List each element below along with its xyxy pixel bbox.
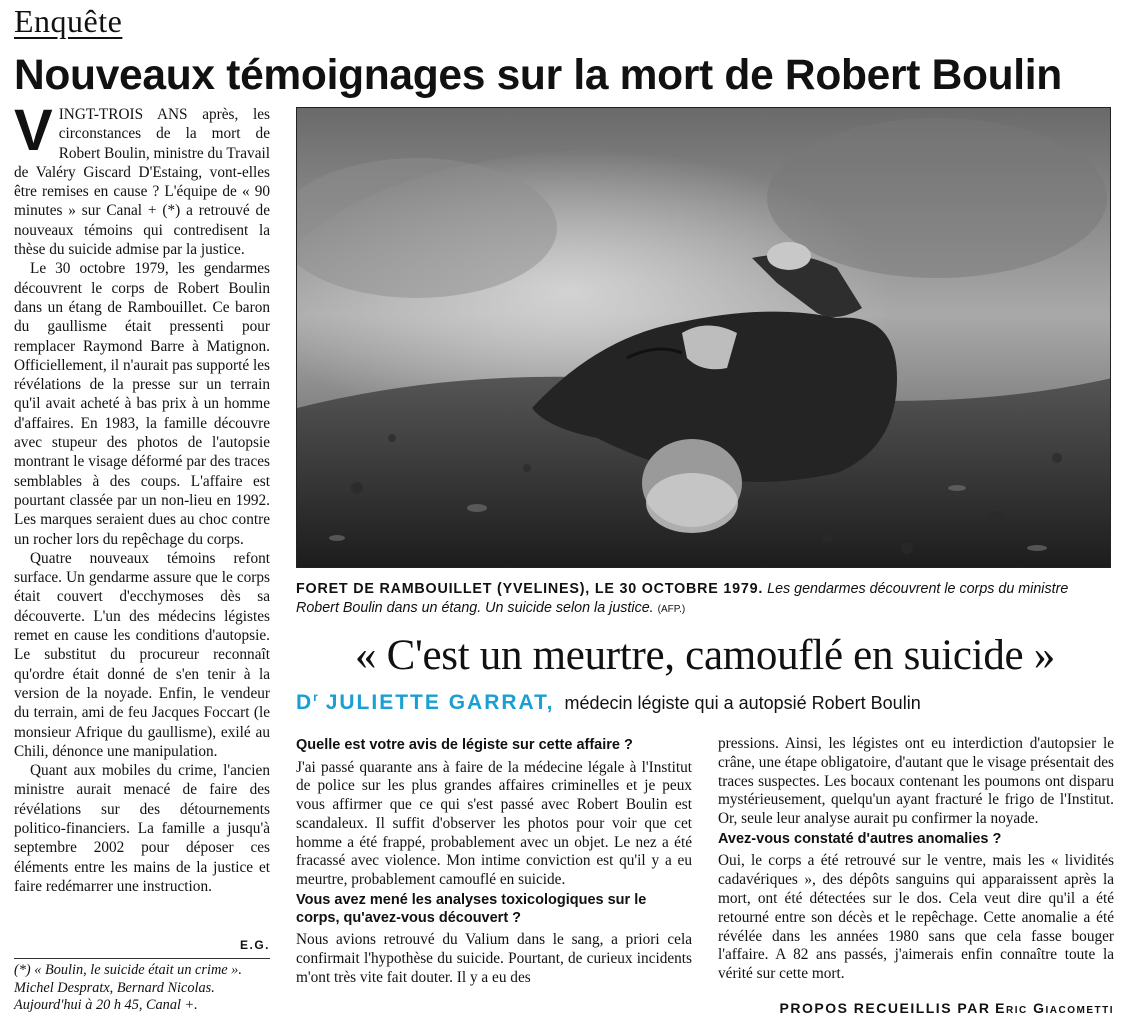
interview-answer-continued: pressions. Ainsi, les légistes ont eu interdiction d'autopsier le crâne, une étape obligatoire, d'autant que le visage présentait des traces suspectes. Les bocaux contenant les poumons ont disparu mystérieusement, quelqu'un ayant fracturé le frigo de l'Institut. Or, seule leur analyse aurait pu confirmer la noyade. bbox=[718, 735, 1114, 828]
interview-column-2 bbox=[718, 735, 1114, 986]
caption-place: FORET DE RAMBOUILLET (YVELINES), LE 30 OCTOBRE 1979. bbox=[296, 581, 764, 597]
interview-credit bbox=[718, 1000, 1114, 1016]
interview-question: Quelle est votre avis de légiste sur cette affaire ? bbox=[296, 737, 633, 753]
interviewee-title: D bbox=[296, 691, 314, 714]
intro-paragraph-3: Quatre nouveaux témoins refont surface. Un gendarme assure que le corps était couvert d'ecchymoses dès sa découverte. L'un des médecins légistes remet en cause les conditions d'autopsie. Le substitut du procureur reconnaît qu'ordre était donné de s'en tenir à la version de la noyade. Enfin, le vendeur du terrain, ami de feu Jacques Foccart (le monsieur Afrique du gaullisme), exilé au Chili, dénonce une manipulation. bbox=[14, 549, 270, 760]
credit-author: Eric Giacometti bbox=[995, 1000, 1114, 1016]
pull-quote: « C'est un meurtre, camouflé en suicide » bbox=[355, 632, 1055, 679]
interview-question: Vous avez mené les analyses toxicologiques sur le corps, qu'avez-vous découvert ? bbox=[296, 892, 647, 926]
caption-text: Les gendarmes découvrent le corps du ministre Robert Boulin dans un étang. Un suicide selon la justice. bbox=[296, 581, 1069, 616]
interview-answer: Oui, le corps a été retrouvé sur le ventre, mais les « lividités cadavériques », des dépôts sanguins qui apparaissent après la mort, ont été détectées sur le dos. Cela veut dire qu'il a été retourné entre son décès et le repêchage. Cette anomalie a été révélée dans les années 1980 sans que cela fasse bouger l'affaire. A 82 ans passés, j'aimerais enfin connaître toute la vérité sur cette mort. bbox=[718, 852, 1114, 983]
interviewee-name bbox=[296, 691, 554, 714]
interview-column-1 bbox=[296, 735, 692, 989]
article-signature: E.G. bbox=[239, 938, 270, 952]
interviewee-byline bbox=[296, 690, 1114, 715]
photo-illustration bbox=[297, 108, 1111, 568]
footnote-divider bbox=[14, 958, 270, 959]
intro-paragraph-4: Quant aux mobiles du crime, l'ancien ministre aurait menacé de faire des révélations sur des détournements politico-financiers. La famille a jusqu'à septembre 2002 pour déposer ces éléments entre les mains de la justice et faire redémarrer une instruction. bbox=[14, 762, 270, 895]
credit-prefix: PROPOS RECUEILLIS PAR bbox=[779, 1000, 991, 1016]
headline: Nouveaux témoignages sur la mort de Robert Boulin bbox=[14, 52, 1062, 99]
footnote: (*) « Boulin, le suicide était un crime ». Michel Despratx, Bernard Nicolas. Aujourd'hui à 20 h 45, Canal +. bbox=[14, 962, 242, 1013]
intro-paragraph-1-text: après, les circonstances de la mort de Robert Boulin, ministre du Travail de Valéry Giscard D'Estaing, vont-elles être remises en cause ? L'équipe de « 90 minutes » sur Canal + (*) a retrouvé de nouveaux témoins qui contredisent la thèse du suicide admise par la justice. bbox=[14, 106, 270, 259]
intro-smallcaps-start: INGT-TROIS ANS bbox=[58, 106, 188, 123]
intro-paragraph-2: Le 30 octobre 1979, les gendarmes découvrent le corps de Robert Boulin dans un étang de Rambouillet. Ce baron du gaullisme était pressenti pour remplacer Raymond Barre à Matignon. Officiellement, il n'aurait pas supporté les révélations de la presse sur un terrain qu'il avait acheté à bas prix à un homme d'affaires. En 1983, la famille découvre avec stupeur des photos de l'autopsie montrant le visage déformé par des traces semblables à des coups. L'affaire est pourtant classée par un non-lieu en 1992. Les marques seraient dues au choc contre un rocher lors du repêchage du corps. bbox=[14, 260, 270, 548]
interviewee-title-sup: r bbox=[313, 690, 318, 704]
interviewee-name-text: JULIETTE GARRAT, bbox=[325, 691, 555, 714]
news-photo bbox=[296, 107, 1111, 568]
interviewee-role: médecin légiste qui a autopsié Robert Boulin bbox=[564, 693, 921, 713]
intro-article bbox=[14, 98, 270, 896]
caption-credit: (AFP.) bbox=[657, 604, 686, 615]
section-label: Enquête bbox=[14, 3, 123, 39]
interview-question: Avez-vous constaté d'autres anomalies ? bbox=[718, 830, 1002, 847]
interview-answer: Nous avions retrouvé du Valium dans le sang, a priori cela confirmait l'hypothèse du suicide. Pourtant, de curieux incidents m'ont très vite fait douter. Il y a eu des bbox=[296, 931, 692, 986]
interview-answer: J'ai passé quarante ans à faire de la médecine légale à l'Institut de police sur les plus grandes affaires criminelles et je peux vous affirmer que ce qui s'est passé avec Robert Boulin est scandaleux. Il suffit d'observer les photos pour voir que cet homme a été frappé, probablement avec un objet. Le nez a été fracassé avec violence. Mon intime conviction est qu'il y a eu meurtre, probablement camouflé en suicide. bbox=[296, 758, 692, 889]
intro-paragraph-1 bbox=[14, 98, 270, 259]
drop-cap: V bbox=[14, 98, 53, 163]
photo-caption bbox=[296, 580, 1114, 619]
